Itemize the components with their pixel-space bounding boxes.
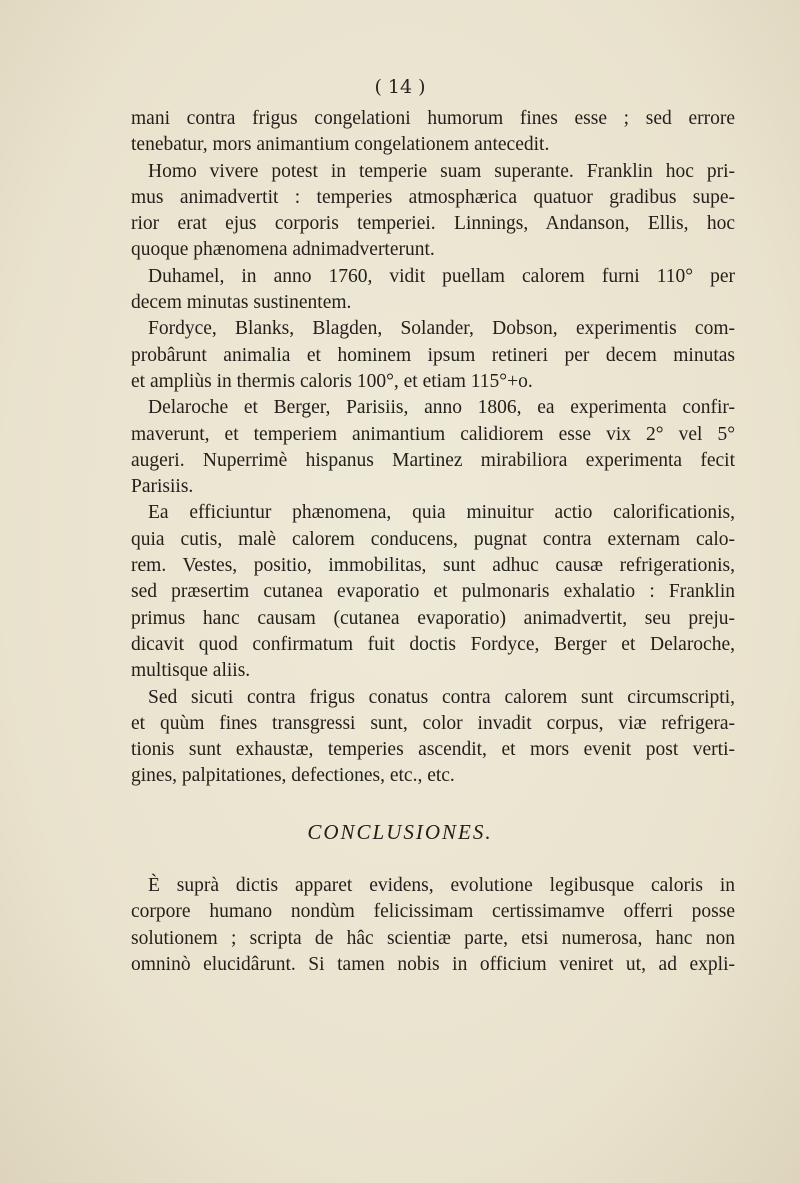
text-line: probârunt animalia et hominem ipsum retineri per decem minutas <box>131 344 735 366</box>
conclusion-text <box>131 873 735 978</box>
text-line: et quùm fines transgressi sunt, color invadit corpus, viæ refrigera- <box>131 712 735 734</box>
text-line: Ea efficiuntur phænomena, quia minuitur actio calorificationis, <box>148 502 735 524</box>
text-line: Parisiis. <box>131 476 194 498</box>
text-line: maverunt, et temperiem animantium calidiorem esse vix 2° vel 5° <box>131 423 735 445</box>
text-line: corpore humano nondùm felicissimam certissimamve offerri posse <box>131 901 735 923</box>
text-line: solutionem ; scripta de hâc scientiæ parte, etsi numerosa, hanc non <box>131 927 735 949</box>
text-line: Fordyce, Blanks, Blagden, Solander, Dobson, experimentis com- <box>148 318 735 340</box>
text-line: augeri. Nuperrimè hispanus Martinez mirabiliora experimenta fecit <box>131 449 735 471</box>
text-line: Homo vivere potest in temperie suam superante. Franklin hoc pri- <box>148 160 735 182</box>
text-line: mani contra frigus congelationi humorum fines esse ; sed errore <box>131 108 735 129</box>
text-line: et ampliùs in thermis caloris 100°, et etiam 115°+o. <box>131 370 533 392</box>
text-line: primus hanc causam (cutanea evaporatio) animadvertit, seu preju- <box>131 607 735 629</box>
text-line: sed præsertim cutanea evaporatio et pulmonaris exhalatio : Franklin <box>131 581 735 603</box>
text-line: quoque phænomena adnimadverterunt. <box>131 239 435 261</box>
text-line: dicavit quod confirmatum fuit doctis Fordyce, Berger et Delaroche, <box>131 633 735 655</box>
text-line: Delaroche et Berger, Parisiis, anno 1806, ea experimenta confir- <box>148 397 735 419</box>
text-line: omninò elucidârunt. Si tamen nobis in officium veniret ut, ad expli- <box>131 953 735 975</box>
text-line: tionis sunt exhaustæ, temperies ascendit, et mors evenit post verti- <box>131 739 735 761</box>
text-line: gines, palpitationes, defectiones, etc., etc. <box>131 765 455 787</box>
text-line: mus animadvertit : temperies atmosphærica quatuor gradibus supe- <box>131 186 735 208</box>
page-number: ( 14 ) <box>374 76 426 98</box>
text-line: multisque aliis. <box>131 660 251 682</box>
section-heading: CONCLUSIONES. <box>307 820 493 844</box>
text-line: rem. Vestes, positio, immobilitas, sunt adhuc causæ refrigerationis, <box>131 555 735 577</box>
text-line: rior erat ejus corporis temperiei. Linnings, Andanson, Ellis, hoc <box>131 213 735 235</box>
main-text <box>131 106 735 790</box>
text-line: quia cutis, malè calorem conducens, pugnat contra externam calo- <box>131 528 735 550</box>
text-line: tenebatur, mors animantium congelationem antecedit. <box>131 134 550 156</box>
text-line: Duhamel, in anno 1760, vidit puellam calorem furni 110° per <box>148 265 735 287</box>
text-line: Sed sicuti contra frigus conatus contra calorem sunt circumscripti, <box>148 686 735 708</box>
text-line: È suprà dictis apparet evidens, evolutione legibusque caloris in <box>148 875 735 896</box>
text-line: decem minutas sustinentem. <box>131 292 352 314</box>
